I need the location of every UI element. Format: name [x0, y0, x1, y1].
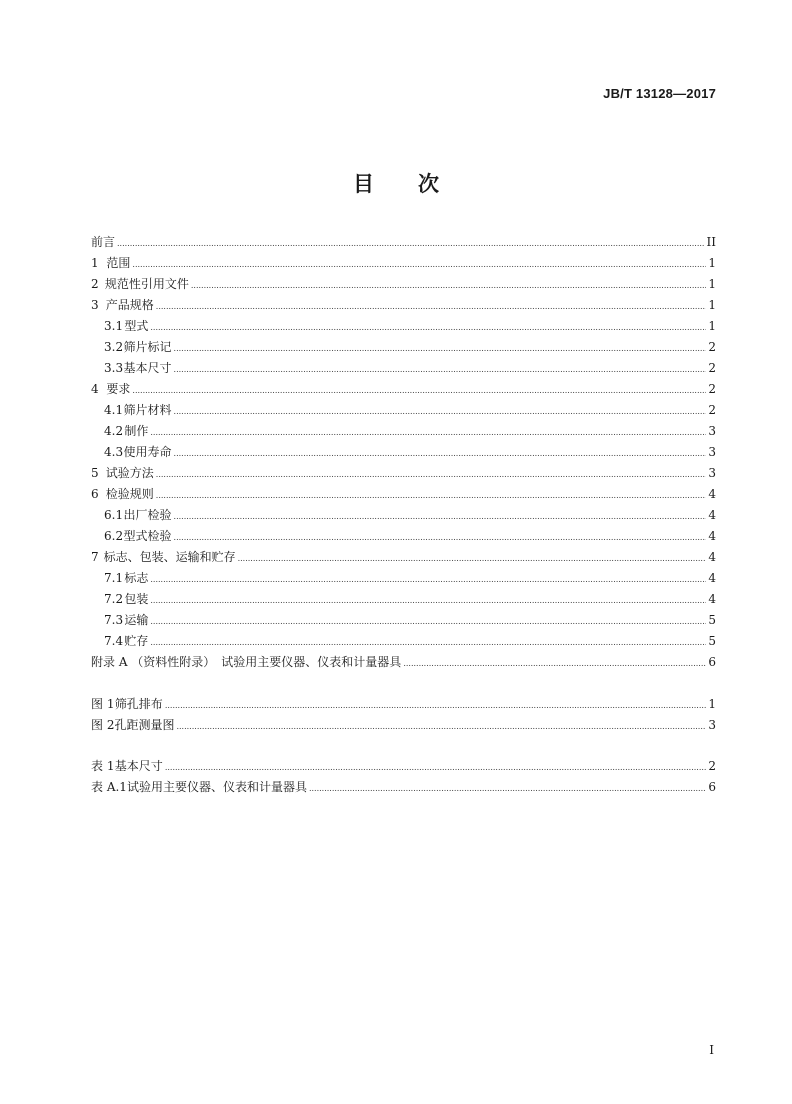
- toc-entry-number: 1: [91, 256, 99, 270]
- figure-label: 筛孔排布: [114, 697, 163, 711]
- toc-entry-label: 附录 A （资料性附录） 试验用主要仪器、仪表和计量器具: [91, 655, 402, 669]
- toc-entry-page: 4: [708, 508, 716, 522]
- toc-entry-label: 筛片标记: [123, 340, 172, 354]
- toc-subentry[interactable]: [91, 505, 716, 526]
- page-number: I: [709, 1043, 714, 1057]
- toc-entry-page: 4: [708, 571, 716, 585]
- toc-entry-number: 6.1: [104, 508, 124, 522]
- table-page: 2: [708, 759, 716, 773]
- toc-entry-label: 要求: [106, 382, 131, 396]
- toc-table-entry[interactable]: [91, 777, 716, 798]
- figure-number: 图 1: [91, 697, 115, 711]
- toc-leader-dots: [150, 569, 706, 590]
- toc-entry-label: 前言: [91, 235, 116, 249]
- toc-entry-page: 3: [708, 466, 716, 480]
- standard-code: JB/T 13128—2017: [603, 86, 716, 101]
- toc-subentry[interactable]: [91, 631, 716, 652]
- toc-subentry[interactable]: [91, 589, 716, 610]
- toc-entry-page: 3: [708, 424, 716, 438]
- toc-leader-dots: [174, 359, 706, 380]
- toc-figure-entry[interactable]: [91, 694, 716, 715]
- toc-entry-label: 规范性引用文件: [104, 277, 189, 291]
- toc-entry-page: 5: [708, 613, 716, 627]
- figure-page: 3: [708, 718, 716, 732]
- figure-number: 图 2: [91, 718, 115, 732]
- toc-entry-page: 4: [708, 550, 716, 564]
- toc-leader-dots: [165, 695, 706, 716]
- toc-entry-label: 基本尺寸: [123, 361, 172, 375]
- table-label: 基本尺寸: [114, 759, 163, 773]
- toc-subentry[interactable]: [91, 421, 716, 442]
- toc-entry-label: 产品规格: [105, 298, 154, 312]
- toc-entry-page: 1: [708, 256, 716, 270]
- toc-leader-dots: [150, 611, 706, 632]
- toc-leader-dots: [174, 443, 706, 464]
- toc-entry-label: 运输: [124, 613, 149, 627]
- toc-leader-dots: [150, 632, 706, 653]
- toc-entry[interactable]: [91, 274, 716, 295]
- toc-entry-page: 1: [708, 319, 716, 333]
- toc-entry[interactable]: [91, 484, 716, 505]
- toc-entry-page: 2: [708, 382, 716, 396]
- toc-subentry[interactable]: [91, 610, 716, 631]
- toc-entry-label: 标志: [124, 571, 149, 585]
- toc-subentry[interactable]: [91, 442, 716, 463]
- figure-label: 孔距测量图: [114, 718, 175, 732]
- toc-entry-number: 3: [91, 298, 99, 312]
- toc-leader-dots: [174, 527, 706, 548]
- toc-entry-page: 4: [708, 529, 716, 543]
- toc-entry[interactable]: [91, 547, 716, 568]
- toc-entry-number: 7.3: [104, 613, 124, 627]
- page-title: 目次: [353, 172, 483, 196]
- toc-leader-dots: [150, 317, 706, 338]
- toc-entry-page: 2: [708, 340, 716, 354]
- toc-leader-dots: [117, 233, 705, 254]
- toc-subentry[interactable]: [91, 568, 716, 589]
- toc-entry-number: 5: [91, 466, 99, 480]
- toc-entry-number: 7.1: [104, 571, 124, 585]
- toc-entry-label: 包装: [124, 592, 149, 606]
- toc-leader-dots: [156, 464, 706, 485]
- toc-entry[interactable]: [91, 253, 716, 274]
- toc-entry-number: 3.3: [104, 361, 124, 375]
- toc-entry-page: 1: [708, 298, 716, 312]
- toc-entry-label: 试验方法: [105, 466, 154, 480]
- toc-leader-dots: [191, 275, 706, 296]
- table-page: 6: [708, 780, 716, 794]
- toc-entry-label: 型式检验: [123, 529, 172, 543]
- toc-entry-number: 3.1: [104, 319, 124, 333]
- toc-subentry[interactable]: [91, 358, 716, 379]
- toc-entry-number: 7: [91, 550, 99, 564]
- toc-entry[interactable]: [91, 379, 716, 400]
- toc-entry-page: 3: [708, 445, 716, 459]
- toc-leader-dots: [238, 548, 706, 569]
- toc-entry-label: 检验规则: [105, 487, 154, 501]
- toc-entry-number: 3.2: [104, 340, 124, 354]
- toc-entry-number: 7.2: [104, 592, 124, 606]
- toc-entry-appendix-a[interactable]: [91, 652, 716, 673]
- table-label: 试验用主要仪器、仪表和计量器具: [126, 780, 307, 794]
- toc-entry-number: 6.2: [104, 529, 124, 543]
- toc-entry-label: 范围: [106, 256, 131, 270]
- toc-leader-dots: [156, 296, 706, 317]
- toc-entry-label: 标志、包装、运输和贮存: [103, 550, 236, 564]
- toc-entry-label: 出厂检验: [123, 508, 172, 522]
- toc-entry-page: 4: [708, 487, 716, 501]
- toc-subentry[interactable]: [91, 526, 716, 547]
- toc-entry-label: 贮存: [124, 634, 149, 648]
- toc-entry-page: 5: [708, 634, 716, 648]
- toc-leader-dots: [132, 254, 706, 275]
- toc-leader-dots: [174, 401, 706, 422]
- table-number: 表 A.1: [91, 780, 127, 794]
- toc-leader-dots: [176, 716, 706, 737]
- toc-entry-page: 2: [708, 361, 716, 375]
- toc-entry-number: 6: [91, 487, 99, 501]
- toc-leader-dots: [156, 485, 706, 506]
- toc-entry-number: 4.2: [104, 424, 124, 438]
- toc-leader-dots: [132, 380, 706, 401]
- figure-page: 1: [708, 697, 716, 711]
- toc-subentry[interactable]: [91, 316, 716, 337]
- toc-entry-number: 7.4: [104, 634, 124, 648]
- toc-figure-entry[interactable]: [91, 715, 716, 736]
- toc-entry-label: 制作: [124, 424, 149, 438]
- toc-subentry[interactable]: [91, 337, 716, 358]
- toc-leader-dots: [309, 778, 706, 799]
- toc-entry-page: 4: [708, 592, 716, 606]
- toc-entry-page: 2: [708, 403, 716, 417]
- toc-entry-number: 4.1: [104, 403, 124, 417]
- toc-entry-page: 6: [708, 655, 716, 669]
- toc-entry[interactable]: [91, 295, 716, 316]
- toc-entry-number: 4: [91, 382, 99, 396]
- toc-entry-page: 1: [708, 277, 716, 291]
- toc-entry-label: 筛片材料: [123, 403, 172, 417]
- toc-entry-label: 使用寿命: [123, 445, 172, 459]
- toc-leader-dots: [174, 506, 706, 527]
- toc-leader-dots: [165, 757, 706, 778]
- toc-entry-foreword[interactable]: [91, 232, 716, 253]
- toc-table-entry[interactable]: [91, 756, 716, 777]
- toc-entry-page: II: [706, 235, 716, 249]
- toc-entry[interactable]: [91, 463, 716, 484]
- toc-leader-dots: [174, 338, 706, 359]
- table-number: 表 1: [91, 759, 115, 773]
- toc-entry-label: 型式: [124, 319, 149, 333]
- toc-entry-number: 4.3: [104, 445, 124, 459]
- toc-leader-dots: [150, 422, 706, 443]
- toc-leader-dots: [403, 653, 706, 674]
- toc-leader-dots: [150, 590, 706, 611]
- toc-entry-number: 2: [91, 277, 99, 291]
- toc-subentry[interactable]: [91, 400, 716, 421]
